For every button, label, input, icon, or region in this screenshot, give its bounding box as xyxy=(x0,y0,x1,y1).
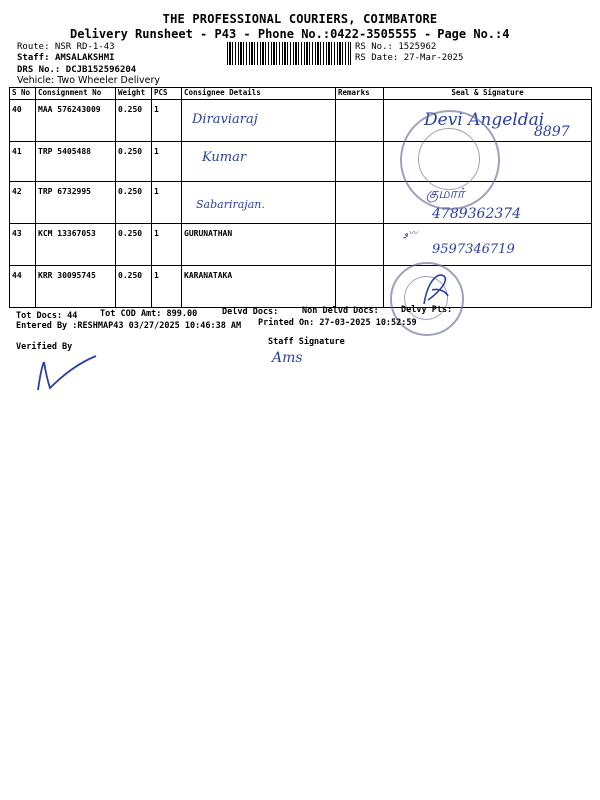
col-weight: Weight xyxy=(116,88,152,100)
cell-consignee: KARANATAKA xyxy=(182,266,336,308)
runsheet-barcode xyxy=(227,42,351,65)
staff-value: AMSALAKSHMI xyxy=(54,53,115,63)
cell-sno: 40 xyxy=(10,100,36,142)
cell-consignee xyxy=(182,100,336,142)
cell-remarks xyxy=(336,142,384,182)
table-row xyxy=(10,182,592,224)
cell-pcs: 1 xyxy=(152,224,182,266)
verified-by-label: Verified By xyxy=(16,342,73,352)
col-remarks: Remarks xyxy=(336,88,384,100)
cell-pcs: 1 xyxy=(152,182,182,224)
col-sno: S No xyxy=(10,88,36,100)
runsheet-heading: Delivery Runsheet - P43 - Phone No.:0422-3505555 - xyxy=(70,27,432,41)
runsheet-title xyxy=(70,27,509,41)
cell-sno: 41 xyxy=(10,142,36,182)
printed-on: Printed On: 27-03-2025 10:52:59 xyxy=(258,318,417,328)
drs-label: DRS No.: xyxy=(17,65,61,75)
cell-consignee: GURUNATHAN xyxy=(182,224,336,266)
table-row xyxy=(10,100,592,142)
cell-weight: 0.250 xyxy=(116,224,152,266)
cell-sno: 43 xyxy=(10,224,36,266)
cell-pcs: 1 xyxy=(152,266,182,308)
cell-remarks xyxy=(336,182,384,224)
cell-weight: 0.250 xyxy=(116,100,152,142)
cell-sno: 42 xyxy=(10,182,36,224)
cell-remarks xyxy=(336,224,384,266)
signature-scribble: ﻭ〰 xyxy=(404,229,418,239)
col-seal-signature: Seal & Signature xyxy=(384,88,592,100)
table-header-row xyxy=(10,88,592,100)
signature-scribble-icon xyxy=(418,270,452,310)
cell-consignee xyxy=(182,142,336,182)
cell-weight: 0.250 xyxy=(116,182,152,224)
staff-signature-handwritten: Ams xyxy=(272,350,303,366)
cell-pcs: 1 xyxy=(152,142,182,182)
signature-handwritten: Devi Angeldai xyxy=(424,110,545,130)
delivery-points: Delvy Pts: xyxy=(401,305,453,315)
drs-value: DCJB152596204 xyxy=(65,65,137,75)
consignee-handwritten: Sabarirajan. xyxy=(196,198,265,211)
route-label: Route: NSR RD-1-43 xyxy=(17,42,115,52)
col-consignment: Consignment No xyxy=(36,88,116,100)
consignment-table xyxy=(9,87,592,308)
consignee-handwritten: Diraviaraj xyxy=(192,112,258,127)
col-pcs: PCS xyxy=(152,88,182,100)
rs-number: RS No.: 1525962 xyxy=(355,42,437,52)
staff-label: Staff: xyxy=(17,53,50,63)
cell-weight: 0.250 xyxy=(116,142,152,182)
signature-number: 4789362374 xyxy=(432,206,522,222)
staff-signature-label: Staff Signature xyxy=(268,337,345,347)
verified-signature-icon xyxy=(30,352,110,398)
signature-number: 9597346719 xyxy=(432,242,515,257)
cell-remarks xyxy=(336,266,384,308)
cell-consignment: MAA 576243009 xyxy=(36,100,116,142)
table-row xyxy=(10,266,592,308)
total-docs: Tot Docs: 44 xyxy=(16,311,78,321)
company-title: THE PROFESSIONAL COURIERS, COIMBATORE xyxy=(162,12,438,26)
courier-seal-stamp xyxy=(400,110,500,210)
total-cod-amount: Tot COD Amt: 899.00 xyxy=(100,309,198,319)
cell-remarks xyxy=(336,100,384,142)
entered-by: Entered By :RESHMAP43 03/27/2025 10:46:38 AM xyxy=(16,321,242,331)
cell-pcs: 1 xyxy=(152,100,182,142)
col-consignee: Consignee Details xyxy=(182,88,336,100)
signature-handwritten: குமார் xyxy=(426,186,465,202)
cell-consignee xyxy=(182,182,336,224)
cell-sno: 44 xyxy=(10,266,36,308)
table-row xyxy=(10,224,592,266)
vehicle-label: Vehicle: Two Wheeler Delivery xyxy=(17,75,160,86)
rs-date: RS Date: 27-Mar-2025 xyxy=(355,53,464,63)
cell-consignment: TRP 6732995 xyxy=(36,182,116,224)
table-row xyxy=(10,142,592,182)
consignee-handwritten: Kumar xyxy=(202,150,247,165)
drs-row xyxy=(17,65,136,75)
cell-consignment: KCM 13367053 xyxy=(36,224,116,266)
non-delivered-docs: Non Delvd Docs: xyxy=(302,306,379,316)
signature-number: 8897 xyxy=(534,124,570,140)
cell-signature xyxy=(384,224,592,266)
cell-consignment: TRP 5405488 xyxy=(36,142,116,182)
delivered-docs: Delvd Docs: xyxy=(222,307,279,317)
cell-consignment: KRR 30095745 xyxy=(36,266,116,308)
page-number: Page No.:4 xyxy=(437,27,510,41)
cell-weight: 0.250 xyxy=(116,266,152,308)
staff-row xyxy=(17,53,115,63)
